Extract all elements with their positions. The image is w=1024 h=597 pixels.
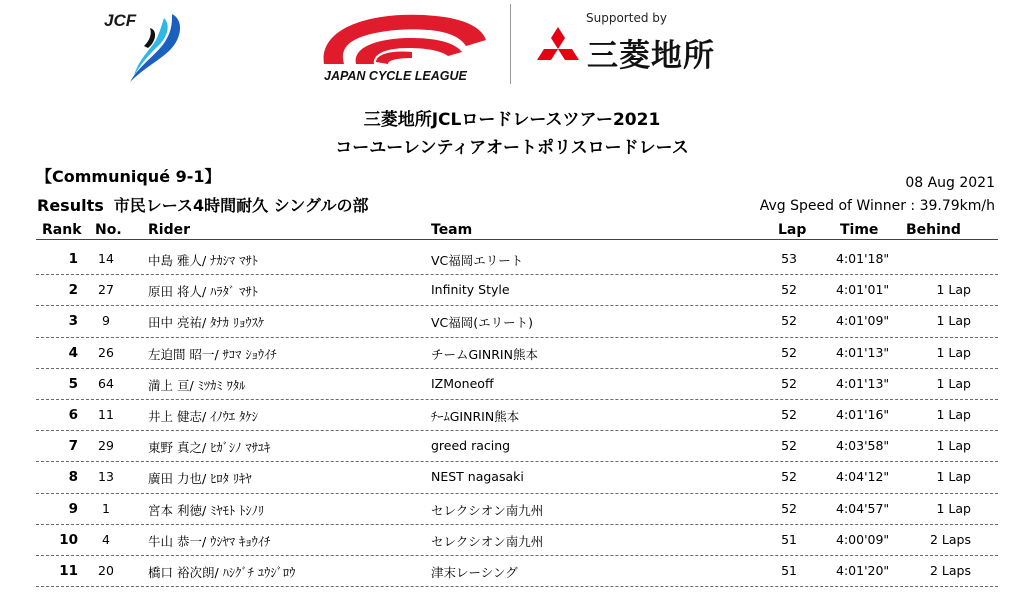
behind-cell: 2 Laps: [930, 531, 971, 547]
time-cell: 4:04'12": [836, 469, 890, 485]
sponsor-name: 三菱地所: [587, 38, 715, 74]
rank-cell: 7: [68, 438, 78, 455]
jcf-logo: [100, 6, 190, 86]
column-header-behind: Behind: [906, 222, 961, 238]
results-category: 市民レース4時間耐久 シングルの部: [113, 196, 369, 215]
avg-speed: Avg Speed of Winner : 39.79km/h: [759, 198, 995, 214]
behind-cell: 1 Lap: [936, 282, 971, 298]
number-cell: 20: [98, 562, 114, 578]
header-divider: [36, 239, 998, 240]
column-header-lap: Lap: [778, 222, 807, 238]
behind-cell: 1 Lap: [936, 344, 971, 360]
number-cell: 13: [98, 469, 114, 485]
table-row: [36, 462, 998, 493]
table-row: [36, 525, 998, 556]
results-table-body: [0, 244, 1024, 587]
column-header-rank: Rank: [42, 222, 82, 238]
rider-cell: 満上 亘/ ﾐﾂｶﾐ ﾜﾀﾙ: [148, 377, 246, 393]
behind-cell: 1 Lap: [936, 469, 971, 485]
behind-cell: 1 Lap: [936, 375, 971, 391]
rank-cell: 5: [68, 375, 78, 392]
number-cell: 11: [98, 406, 114, 422]
lap-cell: 52: [781, 375, 797, 391]
lap-cell: 53: [781, 251, 797, 266]
rider-cell: 井上 健志/ ｲﾉｳｴ ﾀｹｼ: [148, 408, 258, 424]
jcl-logo: [316, 6, 491, 84]
behind-cell: 1 Lap: [936, 406, 971, 422]
time-cell: 4:03'58": [836, 438, 890, 454]
rank-cell: 4: [68, 344, 78, 361]
rider-cell: 田中 亮祐/ ﾀﾅｶ ﾘｮｳｽｹ: [148, 315, 265, 331]
results-heading: [37, 193, 378, 216]
lap-cell: 52: [781, 406, 797, 422]
lap-cell: 52: [781, 344, 797, 360]
mitsubishi-mark-icon: [536, 27, 580, 67]
time-cell: 4:01'20": [836, 562, 890, 578]
team-cell: チームGINRIN熊本: [431, 346, 538, 362]
table-row: [36, 306, 998, 337]
table-row: [36, 338, 998, 369]
rank-cell: 8: [68, 469, 78, 486]
number-cell: 4: [102, 531, 110, 547]
column-header-team: Team: [431, 222, 473, 238]
rider-cell: 牛山 恭一/ ｳｼﾔﾏ ｷｮｳｲﾁ: [148, 533, 271, 549]
behind-cell: 2 Laps: [930, 562, 971, 578]
rank-cell: 11: [59, 562, 78, 579]
race-date: 08 Aug 2021: [905, 175, 995, 191]
number-cell: 26: [98, 344, 114, 360]
rank-cell: 3: [68, 313, 78, 330]
table-row: [36, 244, 998, 275]
rank-cell: 9: [68, 500, 78, 517]
number-cell: 1: [102, 500, 110, 516]
table-row: [36, 400, 998, 431]
rank-cell: 6: [68, 406, 78, 423]
team-cell: VC福岡エリート: [431, 253, 524, 268]
lap-cell: 52: [781, 438, 797, 454]
rank-cell: 10: [59, 531, 78, 548]
behind-cell: 1 Lap: [936, 500, 971, 516]
team-cell: greed racing: [431, 438, 511, 454]
team-cell: ﾁｰﾑGINRIN熊本: [431, 408, 520, 424]
lap-cell: 52: [781, 313, 797, 329]
team-cell: 津末レーシング: [431, 564, 518, 580]
lap-cell: 52: [781, 469, 797, 485]
race-title: コーユーレンティアオートポリスロードレース: [335, 138, 689, 158]
results-label: Results: [37, 196, 104, 215]
rank-cell: 2: [68, 282, 78, 299]
time-cell: 4:01'01": [836, 282, 890, 298]
rider-cell: 原田 将人/ ﾊﾗﾀﾞ ﾏｻﾄ: [148, 284, 258, 300]
column-header-no: No.: [95, 222, 122, 238]
table-row: [36, 275, 998, 306]
table-row: [36, 431, 998, 462]
time-cell: 4:04'57": [836, 500, 890, 516]
table-row: [36, 494, 998, 525]
table-row: [36, 556, 998, 587]
time-cell: 4:00'09": [836, 531, 890, 547]
lap-cell: 52: [781, 500, 797, 516]
team-cell: IZMoneoff: [431, 375, 494, 391]
time-cell: 4:01'09": [836, 313, 890, 329]
rider-cell: 廣田 力也/ ﾋﾛﾀ ﾘｷﾔ: [148, 471, 252, 487]
rank-cell: 1: [68, 251, 78, 267]
lap-cell: 51: [781, 531, 797, 547]
svg-text:JCF: JCF: [104, 11, 137, 30]
time-cell: 4:01'18": [836, 251, 890, 266]
number-cell: 9: [102, 313, 110, 329]
team-cell: VC福岡(エリート): [431, 315, 534, 331]
time-cell: 4:01'13": [836, 375, 890, 391]
number-cell: 64: [98, 375, 114, 391]
rider-cell: 東野 真之/ ﾋｶﾞｼﾉ ﾏｻﾕｷ: [148, 440, 271, 456]
svg-text:JAPAN CYCLE LEAGUE: JAPAN CYCLE LEAGUE: [324, 69, 467, 83]
race-series-title: 三菱地所JCLロードレースツアー2021: [363, 110, 661, 130]
lap-cell: 52: [781, 282, 797, 298]
team-cell: セレクシオン南九州: [431, 533, 544, 549]
team-cell: NEST nagasaki: [431, 469, 524, 485]
rider-cell: 宮本 利徳/ ﾐﾔﾓﾄ ﾄｼﾉﾘ: [148, 502, 265, 518]
number-cell: 27: [98, 282, 114, 298]
communique-label: 【Communiqué 9-1】: [36, 167, 221, 186]
behind-cell: 1 Lap: [936, 438, 971, 454]
team-cell: セレクシオン南九州: [431, 502, 544, 518]
lap-cell: 51: [781, 562, 797, 578]
table-row: [36, 369, 998, 400]
column-header-rider: Rider: [148, 222, 190, 238]
supported-by-label: Supported by: [586, 11, 667, 25]
rider-cell: 中島 雅人/ ﾅｶｼﾏ ﾏｻﾄ: [148, 253, 258, 268]
behind-cell: 1 Lap: [936, 313, 971, 329]
team-cell: Infinity Style: [431, 282, 510, 298]
number-cell: 14: [98, 251, 114, 266]
column-header-time: Time: [840, 222, 879, 238]
rider-cell: 左迫間 昭一/ ｻｺﾏ ｼｮｳｲﾁ: [148, 346, 277, 362]
logo-divider: [510, 4, 511, 84]
rider-cell: 橋口 裕次朗/ ﾊｼｸﾞﾁ ﾕｳｼﾞﾛｳ: [148, 564, 296, 580]
number-cell: 29: [98, 438, 114, 454]
time-cell: 4:01'13": [836, 344, 890, 360]
time-cell: 4:01'16": [836, 406, 890, 422]
